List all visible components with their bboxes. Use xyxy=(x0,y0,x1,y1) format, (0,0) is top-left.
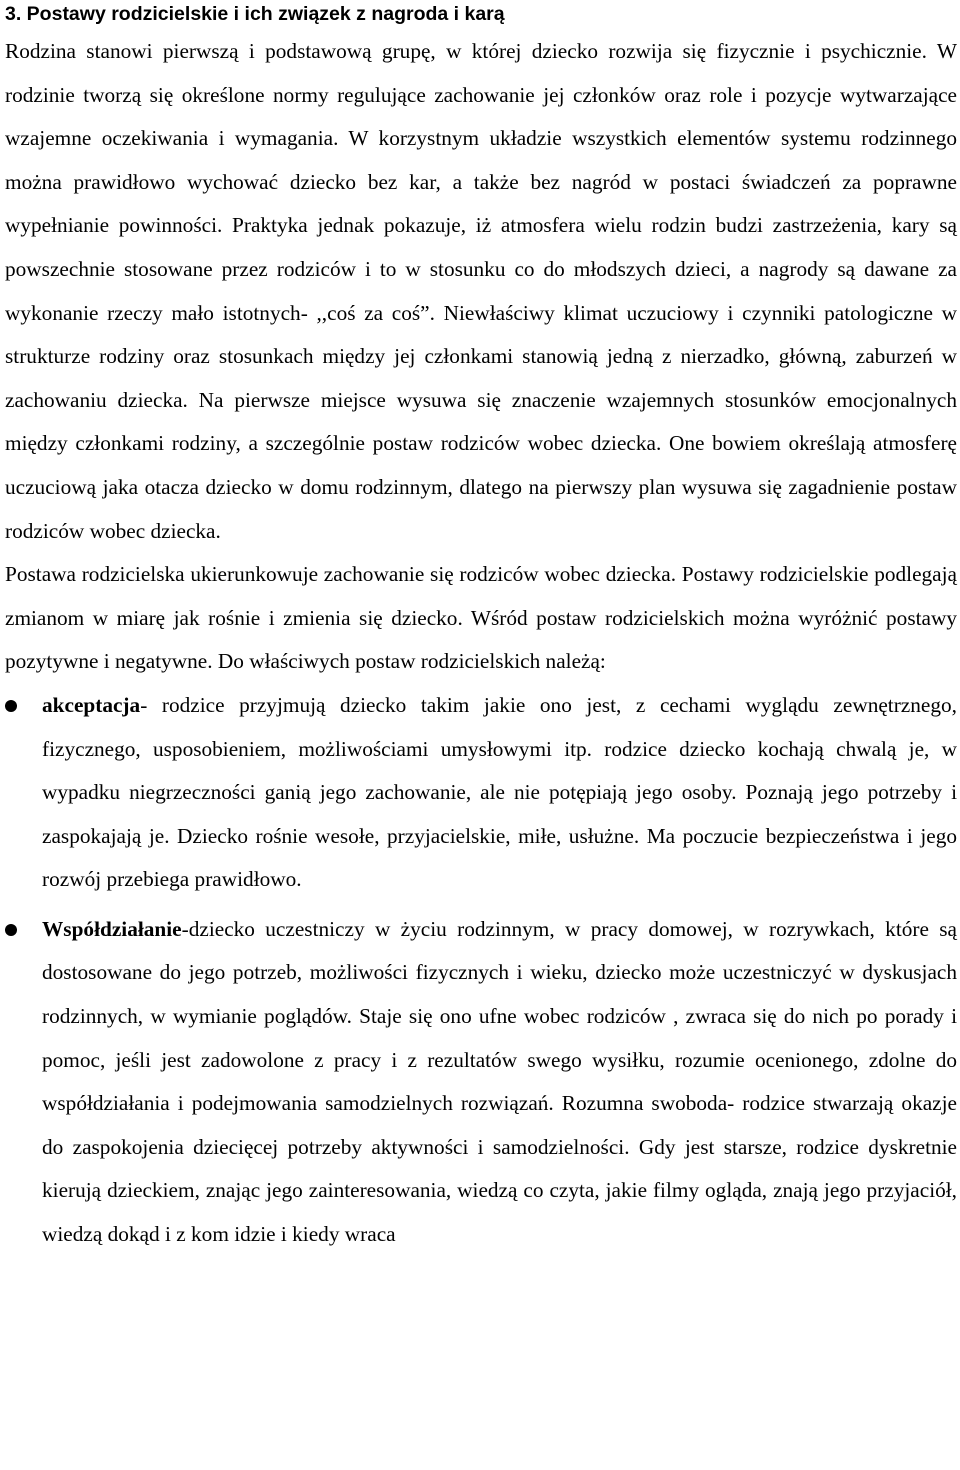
paragraph-parental-attitude: Postawa rodzicielska ukierunkowuje zachowanie się rodziców wobec dziecka. Postawy rodzicielskie podlegają zmianom w miarę jak rośnie i zmienia się dziecko. Wśród postaw rodzicielskich można wyróżnić postawy pozytywne i negatywne. Do właściwych postaw rodzicielskich należą: xyxy=(5,562,957,674)
document-page xyxy=(5,0,957,1257)
list-item-term: Współdziałanie xyxy=(42,916,182,941)
list-item-text: -dziecko uczestniczy w życiu rodzinnym, w pracy domowej, w rozrywkach, które są dostosowane do jego potrzeb, możliwości fizycznych i wieku, dziecko może uczestniczyć w dyskusjach rodzinnych, w wymianie poglądów. Staje się ono ufne wobec rodziców , zwraca się do nich po porady i pomoc, jeśli jest zadowolone z pracy i z rezultatów swego wysiłku, rozumie ocenionego, zdolne do współdziałania i podejmowania samodzielnych rozwiązań. Rozumna swoboda- rodzice stwarzają okazje do zaspokojenia dziecięcej potrzeby aktywności i samodzielności. Gdy jest starsze, rodzice dyskretnie kierują dzieckiem, znając jego zainteresowania, wiedzą co czyta, jakie filmy ogląda, znają jego przyjaciół, wiedzą dokąd i z kom idzie i kiedy wraca xyxy=(42,916,957,1247)
list-item-term: akceptacja xyxy=(42,692,141,717)
list-item-text: - rodzice przyjmują dziecko takim jakie ono jest, z cechami wyglądu zewnętrznego, fizycznego, usposobieniem, możliwościami umysłowymi itp. rodzice dziecko kochają chwalą je, w wypadku niegrzeczności ganią jego zachowanie, ale nie potępiają jego osoby. Poznają jego potrzeby i zaspokajają je. Dziecko rośnie wesołe, przyjacielskie, miłe, usłużne. Ma poczucie bezpieczeństwa i jego rozwój przebiega prawidłowo. xyxy=(42,692,957,892)
section-heading: 3. Postawy rodzicielskie i ich związek z nagroda i karą xyxy=(5,3,505,25)
attitude-list xyxy=(5,684,957,1257)
list-item-wspoldzialanie xyxy=(5,908,957,1257)
paragraph-family-role: Rodzina stanowi pierwszą i podstawową grupę, w której dziecko rozwija się fizycznie i psychicznie. W rodzinie tworzą się określone normy regulujące zachowanie jej członków oraz role i pozycje wytwarzające wzajemne oczekiwania i wymagania. W korzystnym układzie wszystkich elementów systemu rodzinnego można prawidłowo wychować dziecko bez kar, a także bez nagród w postaci świadczeń za poprawne wypełnianie powinności. Praktyka jednak pokazuje, iż atmosfera wielu rodzin budzi zastrzeżenia, kary są powszechnie stosowane przez rodziców i to w stosunku co do młodszych dzieci, a nagrody są dawane za wykonanie rzeczy mało istotnych- ,,coś za coś”. Niewłaściwy klimat uczuciowy i czynniki patologiczne w strukturze rodziny oraz stosunkach między jej członkami stanowią jedną z nierzadko, główną, zaburzeń w zachowaniu dziecka. Na pierwsze miejsce wysuwa się znaczenie wzajemnych stosunków emocjonalnych między członkami rodziny, a szczególnie postaw rodziców wobec dziecka. One bowiem określają atmosferę uczuciową jaka otacza dziecko w domu rodzinnym, dlatego na pierwszy plan wysuwa się zagadnienie postaw rodziców wobec dziecka. xyxy=(5,39,957,543)
bullet-icon xyxy=(5,700,17,712)
bullet-icon xyxy=(5,924,17,936)
list-item-akceptacja xyxy=(5,684,957,902)
